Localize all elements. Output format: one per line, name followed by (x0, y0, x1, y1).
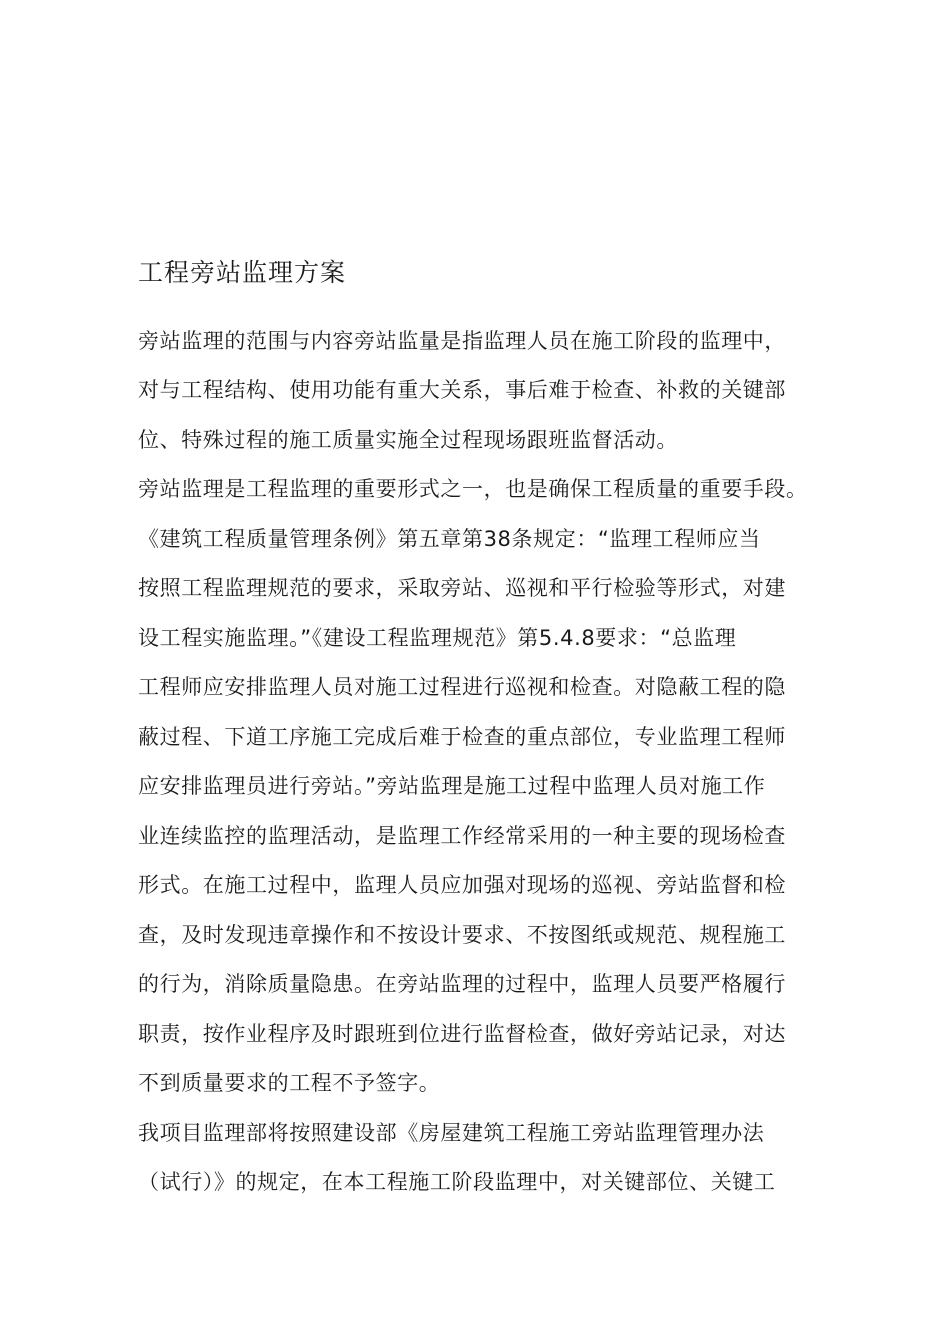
paragraph-line-9: 蔽过程、下道工序施工完成后难于检查的重点部位，专业监理工程师 (138, 725, 786, 749)
paragraph-line-10: 应安排监理员进行旁站。”旁站监理是施工过程中监理人员对施工作 (138, 774, 766, 798)
paragraph-line-17: 我项目监理部将按照建设部《房屋建筑工程施工旁站监理管理办法 (138, 1121, 765, 1145)
paragraph-line-6: 按照工程监理规范的要求，采取旁站、巡视和平行检验等形式，对建 (138, 576, 786, 600)
paragraph-line-4: 旁站监理是工程监理的重要形式之一，也是确保工程质量的重要手段。 (138, 477, 808, 501)
paragraph-line-11: 业连续监控的监理活动，是监理工作经常采用的一种主要的现场检查 (138, 824, 786, 848)
paragraph-line-7: 设工程实施监理。”《建设工程监理规范》第5.4.8要求：“总监理 (138, 626, 737, 650)
paragraph-line-13: 查，及时发现违章操作和不按设计要求、不按图纸或规范、规程施工 (138, 923, 786, 947)
paragraph-line-2: 对与工程结构、使用功能有重大关系，事后难于检查、补救的关键部 (138, 378, 786, 402)
paragraph-line-18: （试行）》的规定，在本工程施工阶段监理中，对关键部位、关键工 (138, 1170, 776, 1194)
paragraph-line-12: 形式。在施工过程中，监理人员应加强对现场的巡视、旁站监督和检 (138, 873, 786, 897)
paragraph-line-16: 不到质量要求的工程不予签字。 (138, 1071, 441, 1095)
paragraph-line-8: 工程师应安排监理人员对施工过程进行巡视和检查。对隐蔽工程的隐 (138, 675, 786, 699)
document-title: 工程旁站监理方案 (138, 258, 347, 287)
paragraph-line-1: 旁站监理的范围与内容旁站监量是指监理人员在施工阶段的监理中， (138, 329, 786, 353)
paragraph-line-3: 位、特殊过程的施工质量实施全过程现场跟班监督活动。 (138, 428, 678, 452)
paragraph-line-5: 《建筑工程质量管理条例》第五章第38条规定：“监理工程师应当 (138, 527, 761, 551)
paragraph-line-14: 的行为，消除质量隐患。在旁站监理的过程中，监理人员要严格履行 (138, 972, 786, 996)
paragraph-line-15: 职责，按作业程序及时跟班到位进行监督检查，做好旁站记录，对达 (138, 1022, 786, 1046)
